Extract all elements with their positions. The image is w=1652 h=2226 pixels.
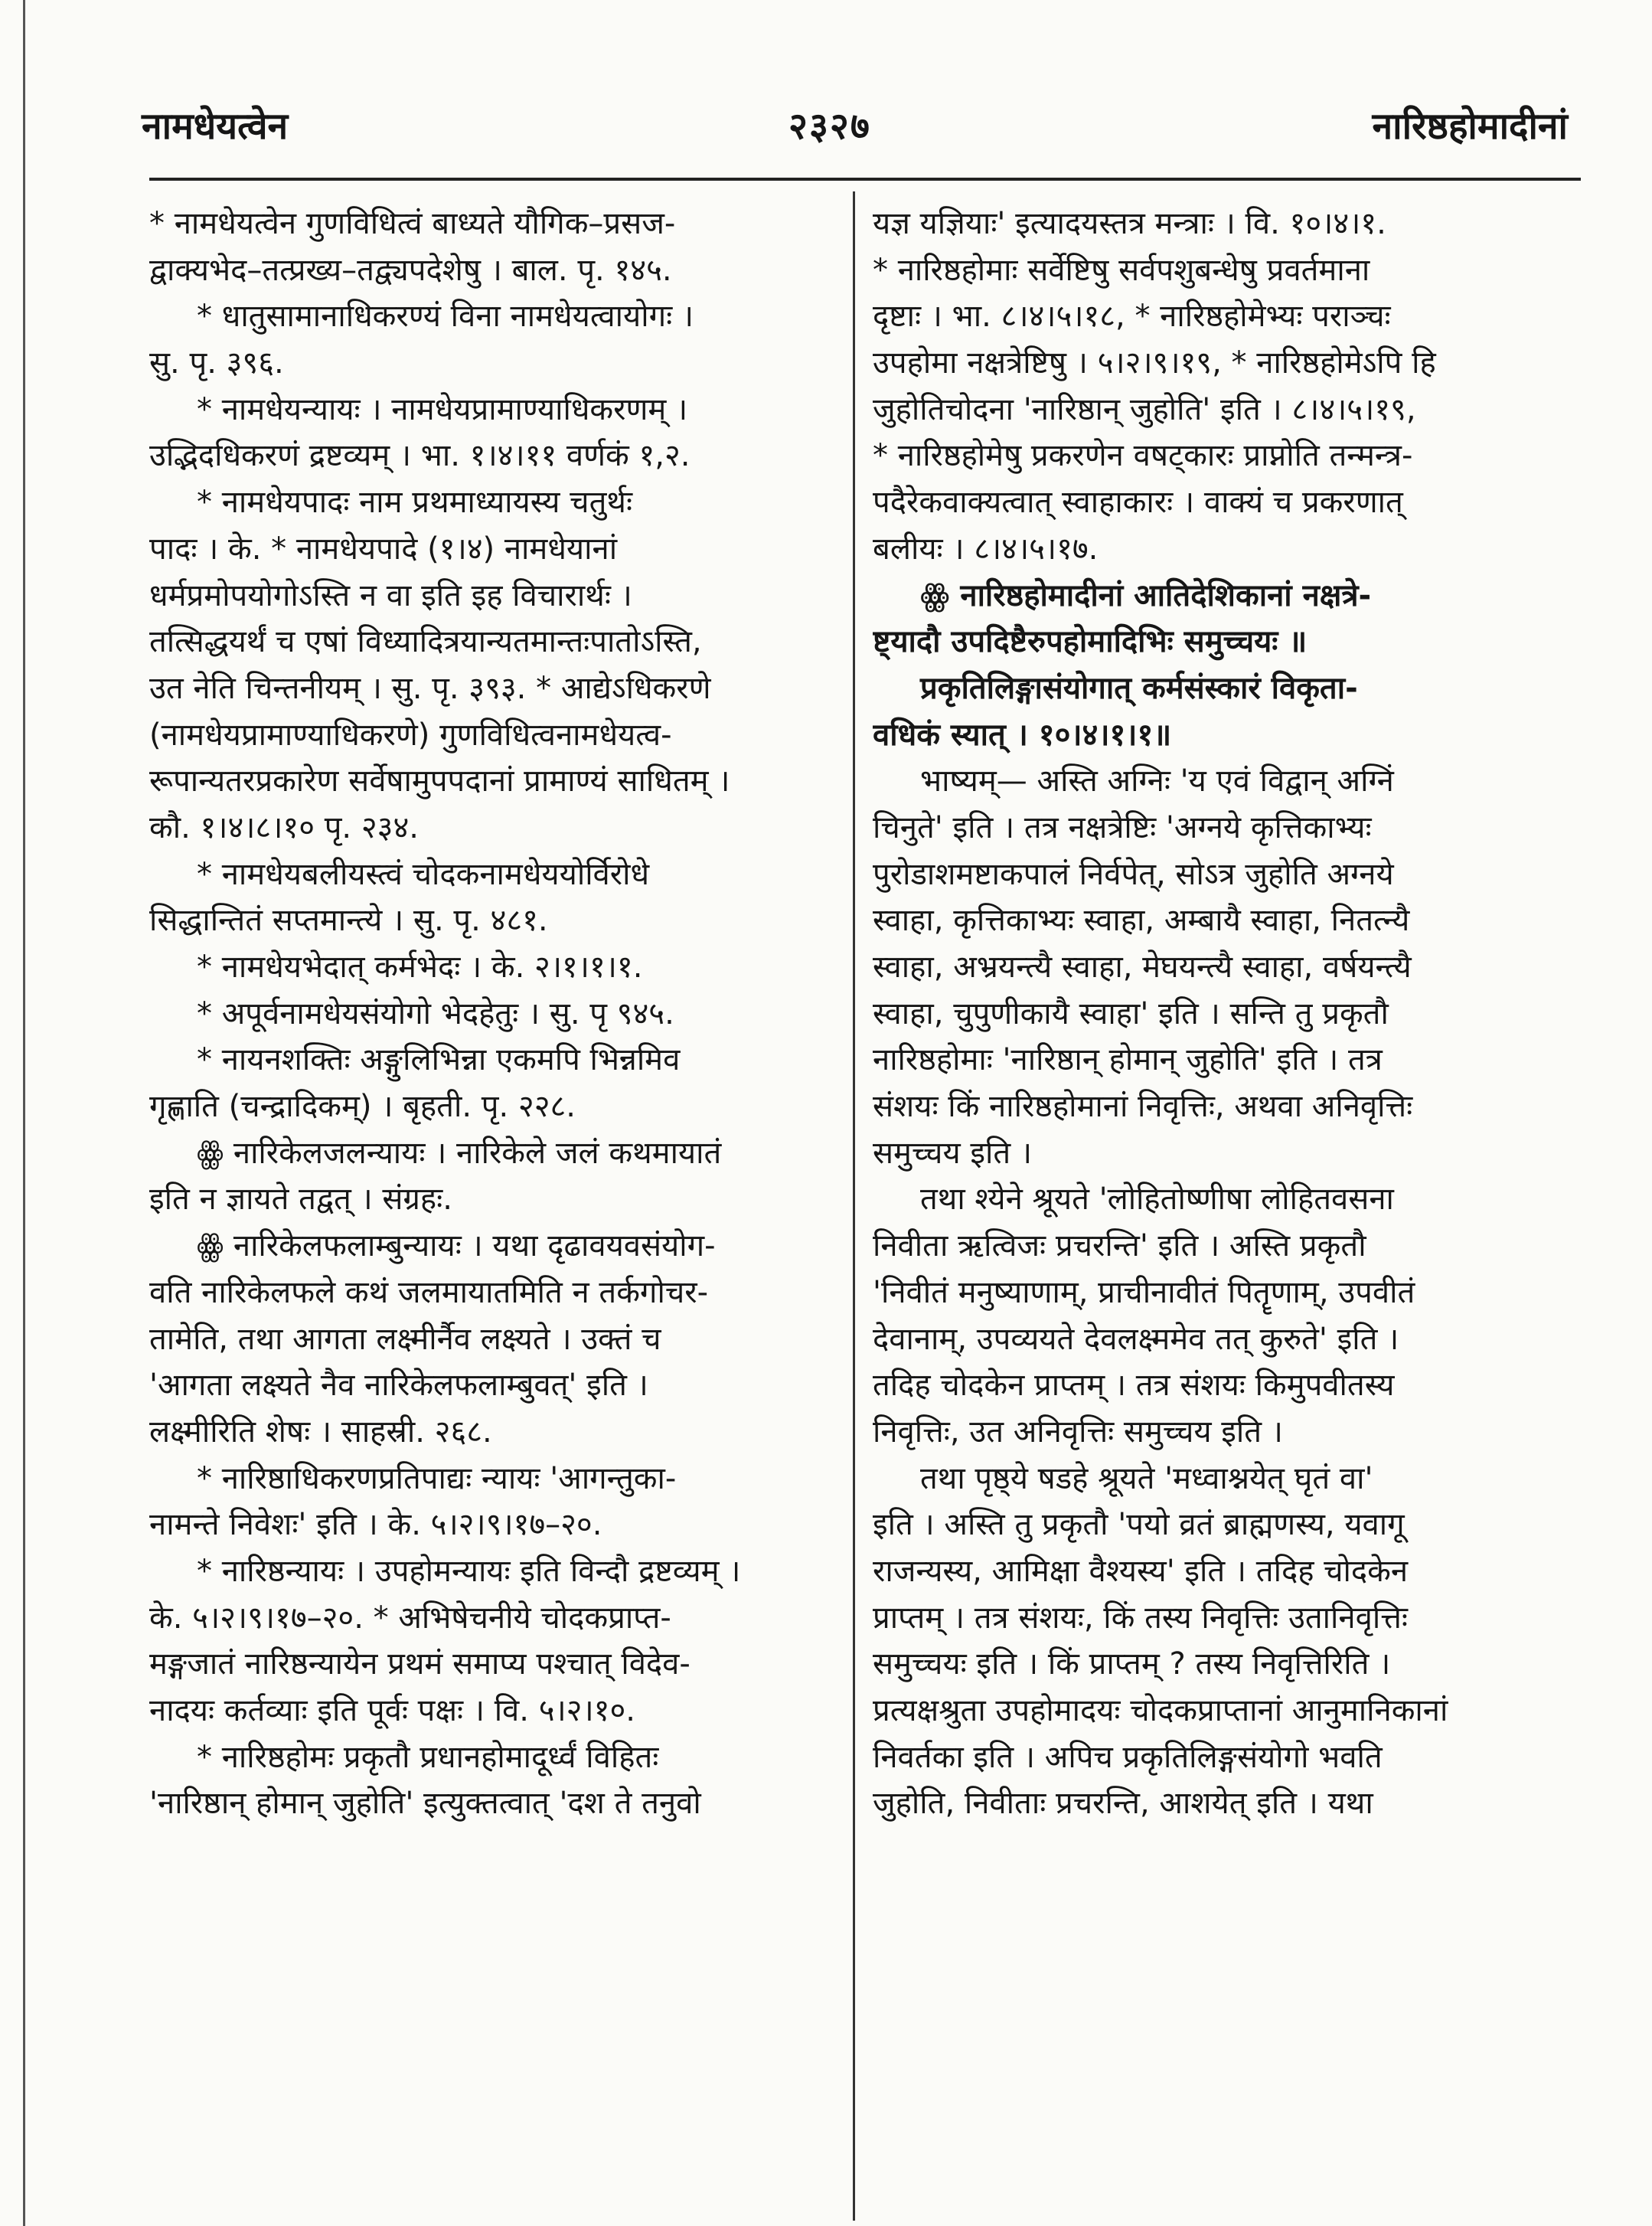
text-line: तत्सिद्धयर्थं च एषां विध्यादित्रयान्यतमान्तःपातोऽस्ति, [149, 624, 702, 660]
right-column [873, 201, 1577, 2215]
text-line: तामेति, तथा आगता लक्ष्मीर्नैव लक्ष्यते । उक्तं च [149, 1321, 661, 1357]
text-line: * धातुसामानाधिकरण्यं विना नामधेयत्वायोगः । [197, 299, 694, 335]
text-line: निवर्तका इति । अपिच प्रकृतिलिङ्गसंयोगो भवति [873, 1739, 1383, 1775]
text-line: उपहोमा नक्षत्रेष्टिषु । ५।२।९।१९, * नारिष्ठहोमेऽपि हि [873, 345, 1436, 381]
text-line: * नामधेयपादः नाम प्रथमाध्यायस्य चतुर्थः [197, 485, 633, 521]
running-head-left: नामधेयत्वेन [142, 105, 289, 148]
text-line: यज्ञ यज्ञियाः' इत्यादयस्तत्र मन्त्राः । वि. १०।४।१. [873, 206, 1386, 241]
text-line: स्वाहा, अभ्रयन्त्यै स्वाहा, मेघयन्त्यै स्वाहा, वर्षयन्त्यै [873, 950, 1412, 985]
text-line: निवीता ऋत्विजः प्रचरन्ति' इति । अस्ति प्रकृतौ [873, 1228, 1366, 1264]
text-line: * नारिष्ठाधिकरणप्रतिपाद्यः न्यायः 'आगन्तुका- [197, 1460, 677, 1496]
text-line: दृष्टाः । भा. ८।४।५।१८, * नारिष्ठहोमेभ्यः पराञ्चः [873, 299, 1391, 335]
column-divider [853, 191, 855, 2221]
text-line: * नामधेयबलीयस्त्वं चोदकनामधेययोर्विरोधे [197, 856, 650, 892]
text-line: प्राप्तम् । तत्र संशयः, किं तस्य निवृत्तिः उतानिवृत्तिः [873, 1600, 1408, 1636]
text-line: उद्भिदधिकरणं द्रष्टव्यम् । भा. १।४।११ वर्णकं १,२. [149, 438, 691, 474]
section-heading: ष्ट्यादौ उपदिष्टैरुपहोमादिभिः समुच्चयः ॥ [873, 624, 1308, 660]
text-line: पुरोडाशमष्टाकपालं निर्वपेत्, सोऽत्र जुहोति अग्नये [873, 856, 1394, 892]
text-line: पदैरेकवाक्यत्वात् स्वाहाकारः । वाक्यं च प्रकरणात् [873, 485, 1403, 521]
text-line: सु. पृ. ३९६. [149, 345, 284, 381]
text-line: ꙮ नारिकेलफलाम्बुन्यायः । यथा दृढावयवसंयोग- [197, 1228, 716, 1264]
text-line: नारिष्ठहोमाः 'नारिष्ठान् होमान् जुहोति' इति । तत्र [873, 1042, 1383, 1078]
text-line: जुहोति, निवीताः प्रचरन्ति, आशयेत् इति । यथा [873, 1786, 1373, 1822]
text-line: * नारिष्ठन्यायः । उपहोमन्यायः इति विन्दौ द्रष्टव्यम् । [197, 1553, 741, 1589]
text-line: बलीयः । ८।४।५।१७. [873, 531, 1099, 567]
sutra-line: प्रकृतिलिङ्गासंयोगात् कर्मसंस्कारं विकृता- [920, 670, 1358, 706]
page-number: २३२७ [788, 105, 871, 148]
text-line: * नायनशक्तिः अङ्गुलिभिन्ना एकमपि भिन्नमिव [197, 1042, 681, 1078]
text-line: * नारिष्ठहोमेषु प्रकरणेन वषट्कारः प्राप्नोति तन्मन्त्र- [873, 438, 1413, 474]
text-line: * नारिष्ठहोमाः सर्वेष्टिषु सर्वपशुबन्धेषु प्रवर्तमाना [873, 252, 1370, 288]
text-line: लक्ष्मीरिति शेषः । साहस्री. २६८. [149, 1414, 492, 1450]
text-line: जुहोतिचोदना 'नारिष्ठान् जुहोति' इति । ८।४।५।१९, [873, 391, 1416, 427]
header-rule [149, 178, 1581, 181]
page-edge-line [23, 0, 25, 2226]
sutra-line: वधिकं स्यात् । १०।४।१।१॥ [873, 717, 1172, 753]
text-line: इति । अस्ति तु प्रकृतौ 'पयो व्रतं ब्राह्मणस्य, यवागू [873, 1507, 1405, 1543]
text-line: द्वाक्यभेद–तत्प्रख्य–तद्व्यपदेशेषु । बाल. पृ. १४५. [149, 252, 672, 288]
text-line: सिद्धान्तितं सप्तमान्त्ये । सु. पृ. ४८१. [149, 903, 548, 939]
text-line: स्वाहा, चुपुणीकायै स्वाहा' इति । सन्ति तु प्रकृतौ [873, 995, 1389, 1031]
text-line: तथा श्येने श्रूयते 'लोहितोष्णीषा लोहितवसना [920, 1182, 1394, 1218]
text-line: भाष्यम्— अस्ति अग्निः 'य एवं विद्वान् अग्निं [920, 763, 1394, 799]
text-line: देवानाम्, उपव्ययते देवलक्ष्ममेव तत् कुरुते' इति । [873, 1321, 1399, 1357]
text-line: समुच्चयः इति । किं प्राप्तम् ? तस्य निवृत्तिरिति । [873, 1646, 1391, 1682]
text-line: समुच्चय इति । [873, 1135, 1033, 1171]
section-heading: ꙮ नारिष्ठहोमादीनां आतिदेशिकानां नक्षत्रे- [920, 577, 1372, 613]
text-line: * अपूर्वनामधेयसंयोगो भेदहेतुः । सु. पृ ९४५. [197, 995, 674, 1031]
text-line: कौ. १।४।८।१० पृ. २३४. [149, 809, 419, 845]
text-line: (नामधेयप्रामाण्याधिकरणे) गुणविधित्वनामधेयत्व- [149, 717, 672, 753]
text-line: स्वाहा, कृत्तिकाभ्यः स्वाहा, अम्बायै स्वाहा, नितत्न्यै [873, 903, 1410, 939]
running-head-right: नारिष्ठहोमादीनां [1372, 105, 1568, 148]
text-line: के. ५।२।९।१७–२०. * अभिषेचनीये चोदकप्राप्त- [149, 1600, 671, 1636]
text-line: ꙮ नारिकेलजलन्यायः । नारिकेले जलं कथमायातं [197, 1135, 722, 1171]
text-line: 'नारिष्ठान् होमान् जुहोति' इत्युक्तत्वात् 'दश ते तनुवो [149, 1786, 701, 1822]
text-line: नामन्ते निवेशः' इति । के. ५।२।९।१७–२०. [149, 1507, 602, 1543]
left-column [149, 201, 834, 2215]
text-line: इति न ज्ञायते तद्वत् । संग्रहः. [149, 1182, 452, 1218]
text-line: * नामधेयन्यायः । नामधेयप्रामाण्याधिकरणम् । [197, 391, 688, 427]
text-line: मङ्गजातं नारिष्ठन्यायेन प्रथमं समाप्य पश्चात् विदेव- [149, 1646, 691, 1682]
text-line: रूपान्यतरप्रकारेण सर्वेषामुपपदानां प्रामाण्यं साधितम् । [149, 763, 730, 799]
text-line: * नामधेयभेदात् कर्मभेदः । के. २।१।१।१. [197, 950, 643, 985]
text-line: 'निवीतं मनुष्याणाम्, प्राचीनावीतं पितॄणाम्, उपवीतं [873, 1274, 1415, 1310]
text-line: निवृत्तिः, उत अनिवृत्तिः समुच्चय इति । [873, 1414, 1283, 1450]
text-line: प्रत्यक्षश्रुता उपहोमादयः चोदकप्राप्तानां आनुमानिकानां [873, 1693, 1448, 1728]
text-line: तथा पृष्ठ्ये षडहे श्रूयते 'मध्वाश्नयेत् घृतं वा' [920, 1460, 1373, 1496]
text-line: 'आगता लक्ष्यते नैव नारिकेलफलाम्बुवत्' इति । [149, 1368, 648, 1404]
text-line: * नामधेयत्वेन गुणविधित्वं बाध्यते यौगिक–प्रसज- [149, 206, 676, 241]
text-line: उत नेति चिन्तनीयम् । सु. पृ. ३९३. * आद्येऽधिकरणे [149, 670, 711, 706]
text-line: धर्मप्रमोपयोगोऽस्ति न वा इति इह विचारार्थः । [149, 577, 632, 613]
text-line: वति नारिकेलफले कथं जलमायातमिति न तर्कगोचर- [149, 1274, 709, 1310]
text-line: पादः । के. * नामधेयपादे (१।४) नामधेयानां [149, 531, 618, 567]
text-line: गृह्णाति (चन्द्रादिकम्) । बृहती. पृ. २२८. [149, 1089, 576, 1125]
text-line: तदिह चोदकेन प्राप्तम् । तत्र संशयः किमुपवीतस्य [873, 1368, 1395, 1404]
text-line: संशयः किं नारिष्ठहोमानां निवृत्तिः, अथवा अनिवृत्तिः [873, 1089, 1413, 1125]
text-line: राजन्यस्य, आमिक्षा वैश्यस्य' इति । तदिह चोदकेन [873, 1553, 1409, 1589]
text-line: चिनुते' इति । तत्र नक्षत्रेष्टिः 'अग्नये कृत्तिकाभ्यः [873, 809, 1372, 845]
text-line: नादयः कर्तव्याः इति पूर्वः पक्षः । वि. ५।२।१०. [149, 1693, 635, 1728]
text-line: * नारिष्ठहोमः प्रकृतौ प्रधानहोमादूर्ध्वं विहितः [197, 1739, 659, 1775]
